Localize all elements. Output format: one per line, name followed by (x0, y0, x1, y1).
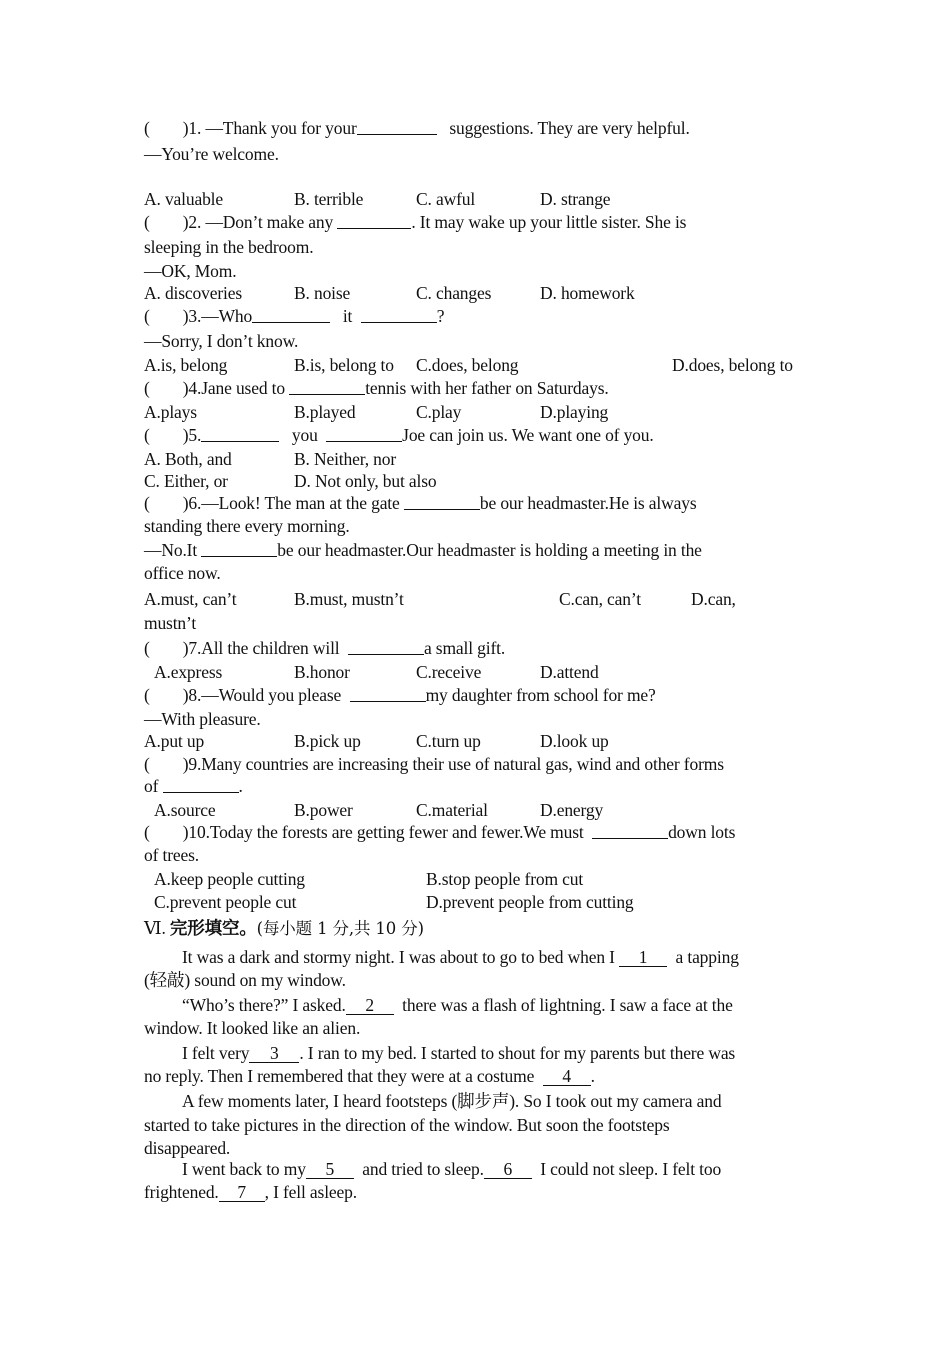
question-3: ( )3.—Who it ? (144, 306, 445, 326)
answer-blank[interactable] (337, 212, 411, 229)
option-c: C.play (416, 402, 462, 422)
question-1: ( )1. —Thank you for your suggestions. They are very helpful. (144, 118, 690, 138)
question-1-reply: —You’re welcome. (144, 144, 279, 164)
answer-blank[interactable] (289, 378, 365, 395)
option-d: D. Not only, but also (294, 471, 437, 491)
question-10-line: of trees. (144, 845, 200, 865)
answer-blank[interactable] (201, 540, 277, 557)
cloze-blank-3[interactable]: 3 (249, 1044, 299, 1063)
option-b: B.played (294, 402, 356, 422)
question-3-reply: —Sorry, I don’t know. (144, 331, 299, 351)
option-a: A.must, can’t (144, 589, 237, 609)
cloze-blank-7[interactable]: 7 (219, 1183, 265, 1202)
option-d: D.does, belong to (672, 355, 793, 375)
option-d: D. strange (540, 189, 611, 209)
question-9: ( )9.Many countries are increasing their use of natural gas, wind and other forms (144, 754, 724, 774)
option-c: C.does, belong (416, 355, 519, 375)
option-b: B.power (294, 800, 353, 820)
section-heading (144, 917, 424, 940)
option-d: D. homework (540, 283, 635, 303)
option-c: C. changes (416, 283, 492, 303)
answer-blank[interactable] (163, 776, 239, 793)
question-9-line: of . (144, 776, 243, 796)
option-a: A.source (154, 800, 216, 820)
option-c: C.material (416, 800, 488, 820)
question-2: ( )2. —Don’t make any . It may wake up your little sister. She is (144, 212, 687, 232)
passage-line: started to take pictures in the direction of the window. But soon the footsteps (144, 1115, 670, 1135)
option-d: D.look up (540, 731, 609, 751)
cloze-blank-6[interactable]: 6 (484, 1160, 532, 1179)
question-6-reply: —No.It be our headmaster.Our headmaster is holding a meeting in the (144, 540, 702, 560)
passage-line: disappeared. (144, 1138, 231, 1158)
option-c: C.turn up (416, 731, 481, 751)
answer-blank[interactable] (592, 822, 668, 839)
passage-line: I went back to my 5 and tried to sleep. 6 I could not sleep. I felt too (182, 1159, 722, 1179)
option-c: C. awful (416, 189, 476, 209)
option-c: C.can, can’t (559, 589, 641, 609)
cloze-blank-1[interactable]: 1 (619, 948, 667, 967)
option-a: A.plays (144, 402, 197, 422)
section-number: Ⅵ. (144, 918, 166, 938)
option-b: B. Neither, nor (294, 449, 397, 469)
answer-blank[interactable] (357, 118, 437, 135)
question-6: ( )6.—Look! The man at the gate be our headmaster.He is always (144, 493, 697, 513)
answer-blank[interactable] (361, 306, 437, 323)
passage-line: A few moments later, I heard footsteps (脚步声). So I took out my camera and (182, 1091, 722, 1111)
option-a: A. discoveries (144, 283, 243, 303)
passage-line: “Who’s there?” I asked. 2 there was a flash of lightning. I saw a face at the (182, 995, 733, 1015)
question-8: ( )8.—Would you please my daughter from school for me? (144, 685, 656, 705)
passage-line: no reply. Then I remembered that they were at a costume 4 . (144, 1066, 595, 1086)
passage-line: frightened. 7 , I fell asleep. (144, 1182, 357, 1202)
option-a: A. valuable (144, 189, 224, 209)
option-d-continued: mustn’t (144, 613, 197, 633)
option-d: D.prevent people from cutting (426, 892, 634, 912)
option-d: D.can, (691, 589, 736, 609)
option-c: C.receive (416, 662, 482, 682)
option-b: B. noise (294, 283, 351, 303)
option-b: B. terrible (294, 189, 364, 209)
question-8-reply: —With pleasure. (144, 709, 261, 729)
question-2-line: sleeping in the bedroom. (144, 237, 314, 257)
question-6-line: standing there every morning. (144, 516, 350, 536)
answer-blank[interactable] (350, 685, 426, 702)
option-a: A.put up (144, 731, 205, 751)
answer-blank[interactable] (201, 425, 279, 442)
question-4: ( )4.Jane used to tennis with her father on Saturdays. (144, 378, 609, 398)
option-c: C.prevent people cut (154, 892, 297, 912)
passage-line: window. It looked like an alien. (144, 1018, 361, 1038)
answer-blank[interactable] (348, 638, 424, 655)
passage-line: I felt very 3 . I ran to my bed. I started to shout for my parents but there was (182, 1043, 736, 1063)
option-c: C. Either, or (144, 471, 228, 491)
cloze-blank-5[interactable]: 5 (306, 1160, 354, 1179)
option-d: D.energy (540, 800, 604, 820)
cloze-blank-4[interactable]: 4 (543, 1067, 591, 1086)
option-a: A.keep people cutting (154, 869, 305, 889)
section-title: 完形填空。 (169, 919, 257, 939)
question-10: ( )10.Today the forests are getting fewer and fewer.We must down lots (144, 822, 736, 842)
answer-blank[interactable] (326, 425, 402, 442)
option-b: B.honor (294, 662, 350, 682)
answer-blank[interactable] (404, 493, 480, 510)
answer-blank[interactable] (252, 306, 330, 323)
question-5: ( )5. you Joe can join us. We want one of you. (144, 425, 654, 445)
passage-line: (轻敲) sound on my window. (144, 970, 346, 990)
question-6-line: office now. (144, 563, 221, 583)
cloze-blank-2[interactable]: 2 (346, 996, 394, 1015)
option-d: D.playing (540, 402, 609, 422)
question-2-reply: —OK, Mom. (144, 261, 237, 281)
option-b: B.is, belong to (294, 355, 394, 375)
question-7: ( )7.All the children will a small gift. (144, 638, 506, 658)
option-b: B.stop people from cut (426, 869, 584, 889)
passage-line: It was a dark and stormy night. I was about to go to bed when I 1 a tapping (182, 947, 739, 967)
option-b: B.must, mustn’t (294, 589, 404, 609)
option-a: A. Both, and (144, 449, 232, 469)
option-a: A.express (154, 662, 223, 682)
option-d: D.attend (540, 662, 599, 682)
section-score: (每小题 1 分,共 10 分) (256, 919, 424, 938)
option-b: B.pick up (294, 731, 361, 751)
option-a: A.is, belong (144, 355, 228, 375)
